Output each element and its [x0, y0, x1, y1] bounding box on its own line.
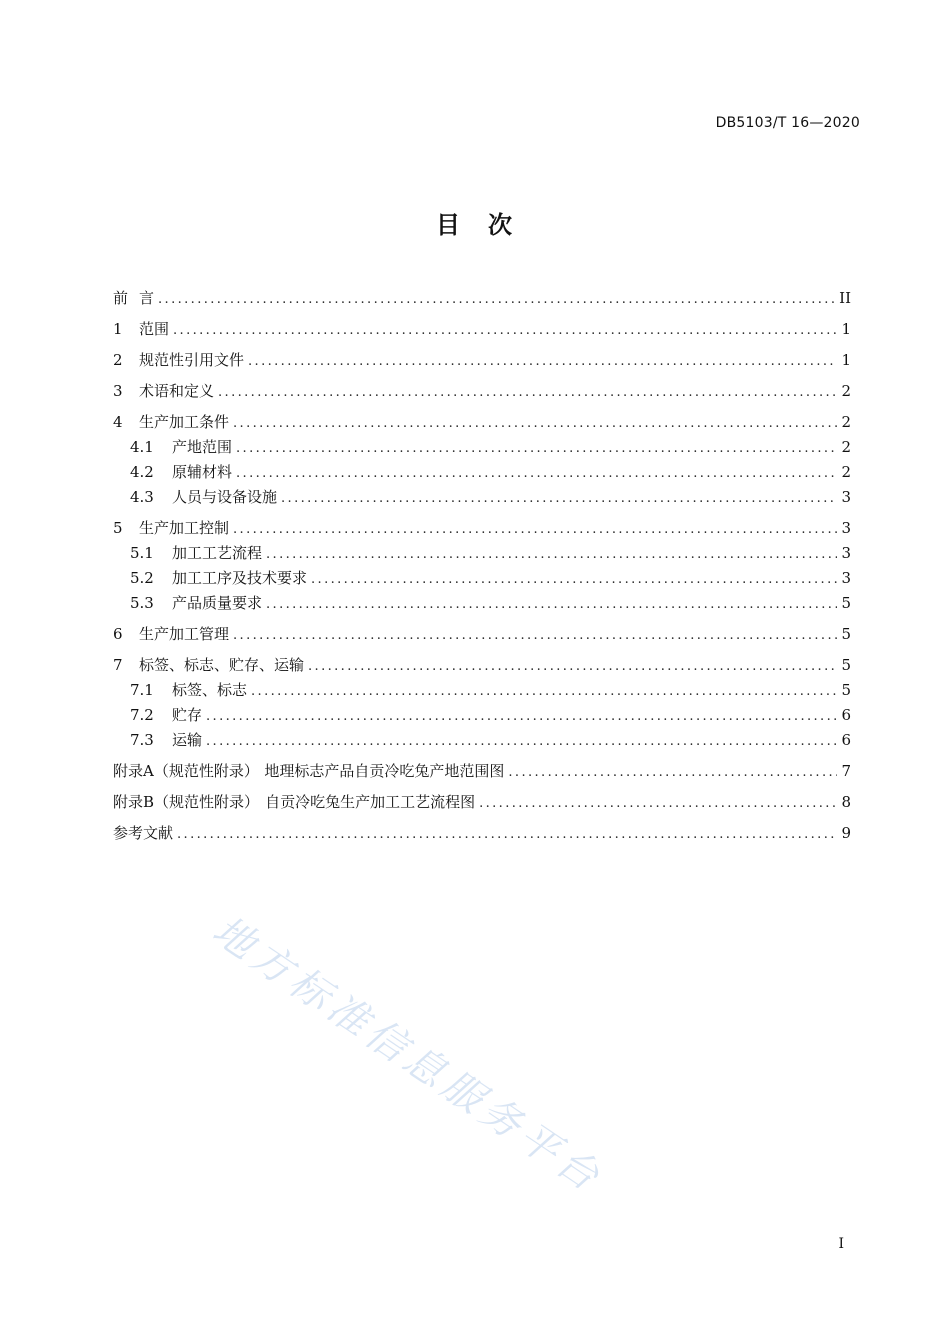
page-title	[0, 205, 950, 240]
toc-leader-dots	[177, 822, 837, 847]
toc-label: 言	[139, 289, 155, 307]
toc-leader-dots	[508, 760, 837, 785]
toc-label: 标签、标志	[172, 681, 248, 699]
toc-entry-foreword[interactable]	[113, 286, 851, 311]
toc-annex-number: 附录A（规范性附录）	[113, 762, 259, 780]
toc-page-number: 3	[841, 488, 851, 506]
toc-entry-production-control[interactable]	[113, 516, 851, 541]
toc-label: 标签、标志、贮存、运输	[139, 656, 305, 674]
toc-page-number: 1	[841, 351, 851, 369]
table-of-contents	[113, 286, 851, 846]
toc-number: 7	[113, 656, 123, 674]
toc-number: 前	[113, 289, 129, 307]
toc-page-number: 6	[841, 731, 851, 749]
toc-leader-dots	[479, 791, 837, 816]
toc-entry-process-flow[interactable]	[113, 541, 851, 566]
toc-label: 生产加工管理	[139, 625, 230, 643]
toc-entry-annex-a[interactable]	[113, 759, 851, 784]
toc-leader-dots	[266, 542, 837, 567]
toc-label: 地理标志产品自贡冷吃兔产地范围图	[264, 762, 505, 780]
toc-page-number: 2	[841, 463, 851, 481]
toc-number: 6	[113, 625, 123, 643]
toc-entry-storage[interactable]	[113, 703, 851, 728]
toc-page-number: 6	[841, 706, 851, 724]
toc-label: 产品质量要求	[172, 594, 263, 612]
toc-leader-dots	[233, 517, 837, 542]
toc-number: 3	[113, 382, 123, 400]
toc-number: 5	[113, 519, 123, 537]
toc-leader-dots	[266, 592, 837, 617]
toc-number: 2	[113, 351, 123, 369]
toc-leader-dots	[233, 411, 837, 436]
toc-page-number: 3	[841, 569, 851, 587]
toc-label: 生产加工控制	[139, 519, 230, 537]
toc-page-number: 5	[841, 594, 851, 612]
toc-number: 7.2	[130, 706, 154, 724]
toc-number: 4.1	[130, 438, 154, 456]
toc-page-number: 9	[841, 824, 851, 842]
toc-entry-personnel-equipment[interactable]	[113, 485, 851, 510]
title-part-2: 次	[488, 211, 514, 239]
toc-page-number: 5	[841, 681, 851, 699]
toc-label: 自贡冷吃兔生产加工工艺流程图	[265, 793, 476, 811]
toc-entry-origin-area[interactable]	[113, 435, 851, 460]
toc-leader-dots	[218, 380, 837, 405]
toc-number: 5.3	[130, 594, 154, 612]
toc-number: 5.2	[130, 569, 154, 587]
toc-leader-dots	[206, 729, 837, 754]
title-part-1: 目	[436, 211, 462, 239]
toc-label: 参考文献	[113, 824, 174, 842]
toc-leader-dots	[311, 567, 837, 592]
toc-entry-process-requirements[interactable]	[113, 566, 851, 591]
toc-leader-dots	[236, 461, 837, 486]
toc-leader-dots	[281, 486, 837, 511]
toc-page-number: 3	[841, 519, 851, 537]
toc-entry-normative-references[interactable]	[113, 348, 851, 373]
toc-entry-labeling-storage-transport[interactable]	[113, 653, 851, 678]
toc-entry-terms[interactable]	[113, 379, 851, 404]
toc-page-number: 7	[841, 762, 851, 780]
toc-label: 范围	[139, 320, 170, 338]
toc-entry-annex-b[interactable]	[113, 790, 851, 815]
toc-page-number: 5	[841, 625, 851, 643]
toc-label: 生产加工条件	[139, 413, 230, 431]
toc-leader-dots	[251, 679, 837, 704]
toc-page-number: II	[839, 289, 851, 307]
toc-number: 7.3	[130, 731, 154, 749]
toc-entry-raw-materials[interactable]	[113, 460, 851, 485]
toc-page-number: 1	[841, 320, 851, 338]
toc-page-number: 2	[841, 382, 851, 400]
toc-entry-labels-marks[interactable]	[113, 678, 851, 703]
toc-label: 原辅材料	[172, 463, 233, 481]
toc-annex-number: 附录B（规范性附录）	[113, 793, 260, 811]
toc-leader-dots	[308, 654, 837, 679]
toc-leader-dots	[206, 704, 837, 729]
toc-label: 术语和定义	[139, 382, 215, 400]
footer-page-number: I	[838, 1236, 844, 1252]
toc-page-number: 3	[841, 544, 851, 562]
toc-number: 5.1	[130, 544, 154, 562]
toc-page-number: 2	[841, 438, 851, 456]
toc-page-number: 5	[841, 656, 851, 674]
toc-number: 4	[113, 413, 123, 431]
toc-label: 人员与设备设施	[172, 488, 278, 506]
toc-number: 7.1	[130, 681, 154, 699]
toc-leader-dots	[158, 287, 835, 312]
toc-number: 4.2	[130, 463, 154, 481]
toc-entry-quality-requirements[interactable]	[113, 591, 851, 616]
toc-page-number: 2	[841, 413, 851, 431]
watermark: 地方标准信息服务平台	[204, 907, 612, 1203]
toc-entry-bibliography[interactable]	[113, 821, 851, 846]
toc-label: 规范性引用文件	[139, 351, 245, 369]
toc-leader-dots	[173, 318, 837, 343]
toc-entry-transport[interactable]	[113, 728, 851, 753]
toc-entry-production-management[interactable]	[113, 622, 851, 647]
toc-entry-scope[interactable]	[113, 317, 851, 342]
toc-number: 1	[113, 320, 123, 338]
toc-leader-dots	[248, 349, 837, 374]
toc-page-number: 8	[841, 793, 851, 811]
toc-entry-production-conditions[interactable]	[113, 410, 851, 435]
toc-label: 贮存	[172, 706, 203, 724]
document-code: DB5103/T 16—2020	[715, 115, 860, 131]
toc-leader-dots	[233, 623, 837, 648]
toc-label: 运输	[172, 731, 203, 749]
toc-label: 加工工序及技术要求	[172, 569, 308, 587]
toc-label: 加工工艺流程	[172, 544, 263, 562]
toc-leader-dots	[236, 436, 837, 461]
toc-label: 产地范围	[172, 438, 233, 456]
toc-number: 4.3	[130, 488, 154, 506]
